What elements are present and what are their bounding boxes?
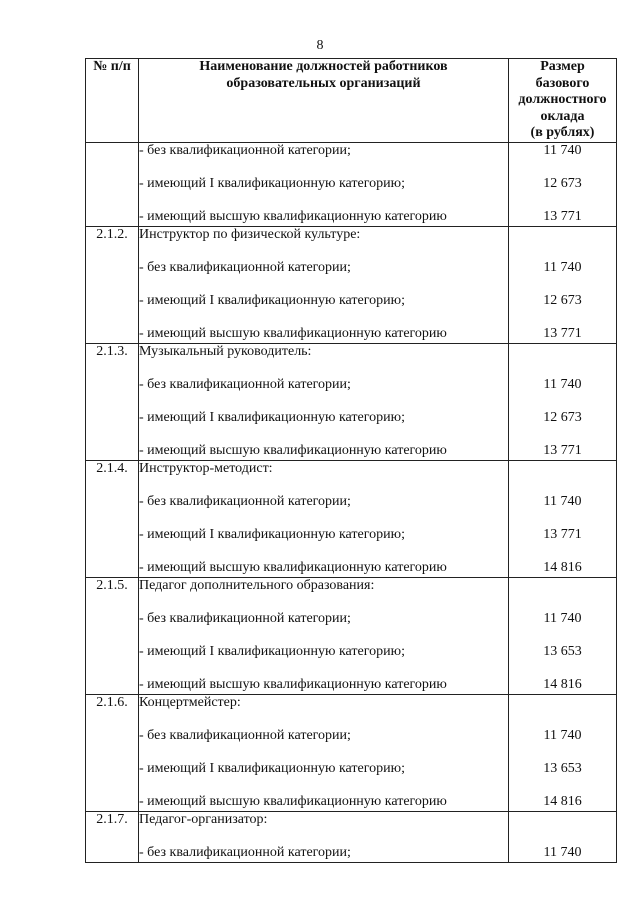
position-title: Концертмейстер: — [139, 694, 241, 710]
salary-value: 14 816 — [543, 676, 582, 692]
category-label: - имеющий I квалификационную категорию; — [139, 526, 405, 542]
category-label: - без квалификационной категории; — [139, 259, 351, 275]
category-label: - без квалификационной категории; — [139, 376, 351, 392]
position-title: Музыкальный руководитель: — [139, 343, 312, 359]
salary-value: 13 771 — [543, 442, 582, 458]
salary-cell — [509, 811, 617, 862]
salary-value: 12 673 — [543, 292, 582, 308]
salary-cell — [509, 460, 617, 577]
salary-value: 11 740 — [543, 142, 582, 158]
salary-spacer — [509, 695, 616, 728]
salary-value: 11 740 — [543, 727, 582, 743]
salary-spacer — [509, 578, 616, 611]
salary-cell — [509, 343, 617, 460]
table-header-row — [86, 59, 617, 143]
salary-cell — [509, 577, 617, 694]
category-label: - без квалификационной категории; — [139, 610, 351, 626]
salary-value: 13 771 — [543, 526, 582, 542]
table-row — [86, 811, 617, 862]
salary-cell — [509, 142, 617, 226]
header-name-line: Наименование должностей работников — [199, 59, 448, 74]
table-row — [86, 226, 617, 343]
salary-spacer — [509, 812, 616, 845]
position-title: Педагог-организатор: — [139, 811, 268, 827]
salary-value: 13 653 — [543, 643, 582, 659]
page-number: 8 — [316, 38, 324, 53]
salary-value: 14 816 — [543, 793, 582, 809]
row-number: 2.1.5. — [86, 577, 139, 694]
salary-value: 11 740 — [543, 259, 582, 275]
category-label: - имеющий I квалификационную категорию; — [139, 175, 405, 191]
salary-value: 11 740 — [543, 376, 582, 392]
category-label: - имеющий I квалификационную категорию; — [139, 643, 405, 659]
position-cell — [139, 460, 509, 577]
category-label: - без квалификационной категории; — [139, 844, 351, 860]
category-label: - имеющий высшую квалификационную категорию — [139, 325, 447, 341]
header-num: № п/п — [86, 59, 139, 143]
position-cell — [139, 142, 509, 226]
position-title: Инструктор по физической культуре: — [139, 226, 361, 242]
header-salary-line: (в рублях) — [530, 125, 595, 140]
category-label: - имеющий высшую квалификационную категорию — [139, 793, 447, 809]
category-label: - имеющий I квалификационную категорию; — [139, 292, 405, 308]
salary-spacer — [509, 227, 616, 260]
table-row — [86, 694, 617, 811]
salary-spacer — [509, 344, 616, 377]
header-salary-line: базового — [535, 75, 590, 91]
salary-value: 11 740 — [543, 610, 582, 626]
row-number: 2.1.7. — [86, 811, 139, 862]
salary-value: 11 740 — [543, 493, 582, 509]
position-cell — [139, 343, 509, 460]
category-label: - имеющий высшую квалификационную категорию — [139, 442, 447, 458]
category-label: - без квалификационной категории; — [139, 493, 351, 509]
header-salary-line: оклада — [540, 108, 585, 124]
header-salary-line: должностного — [518, 92, 607, 107]
salary-cell — [509, 694, 617, 811]
row-number: 2.1.2. — [86, 226, 139, 343]
table-row — [86, 577, 617, 694]
category-label: - имеющий высшую квалификационную категорию — [139, 676, 447, 692]
header-position-name — [139, 59, 509, 143]
salary-value: 13 653 — [543, 760, 582, 776]
row-number — [86, 142, 139, 226]
salary-cell — [509, 226, 617, 343]
category-label: - имеющий высшую квалификационную категорию — [139, 208, 447, 224]
row-number: 2.1.6. — [86, 694, 139, 811]
salary-value: 13 771 — [543, 325, 582, 341]
category-label: - имеющий I квалификационную категорию; — [139, 760, 405, 776]
header-salary-line: Размер — [540, 59, 585, 74]
category-label: - без квалификационной категории; — [139, 142, 351, 158]
position-cell — [139, 811, 509, 862]
salary-value: 11 740 — [543, 844, 582, 860]
salary-value: 12 673 — [543, 409, 582, 425]
table-row — [86, 460, 617, 577]
position-cell — [139, 577, 509, 694]
row-number: 2.1.3. — [86, 343, 139, 460]
salary-spacer — [509, 461, 616, 494]
header-salary — [509, 59, 617, 143]
salary-table — [85, 58, 617, 863]
position-cell — [139, 226, 509, 343]
salary-value: 14 816 — [543, 559, 582, 575]
position-title: Инструктор-методист: — [139, 460, 273, 476]
header-name-line: образовательных организаций — [226, 75, 421, 91]
table-body — [86, 142, 617, 862]
category-label: - имеющий I квалификационную категорию; — [139, 409, 405, 425]
position-cell — [139, 694, 509, 811]
category-label: - имеющий высшую квалификационную категорию — [139, 559, 447, 575]
salary-value: 12 673 — [543, 175, 582, 191]
category-label: - без квалификационной категории; — [139, 727, 351, 743]
row-number: 2.1.4. — [86, 460, 139, 577]
position-title: Педагог дополнительного образования: — [139, 577, 375, 593]
table-row — [86, 343, 617, 460]
table-row — [86, 142, 617, 226]
salary-value: 13 771 — [543, 208, 582, 224]
